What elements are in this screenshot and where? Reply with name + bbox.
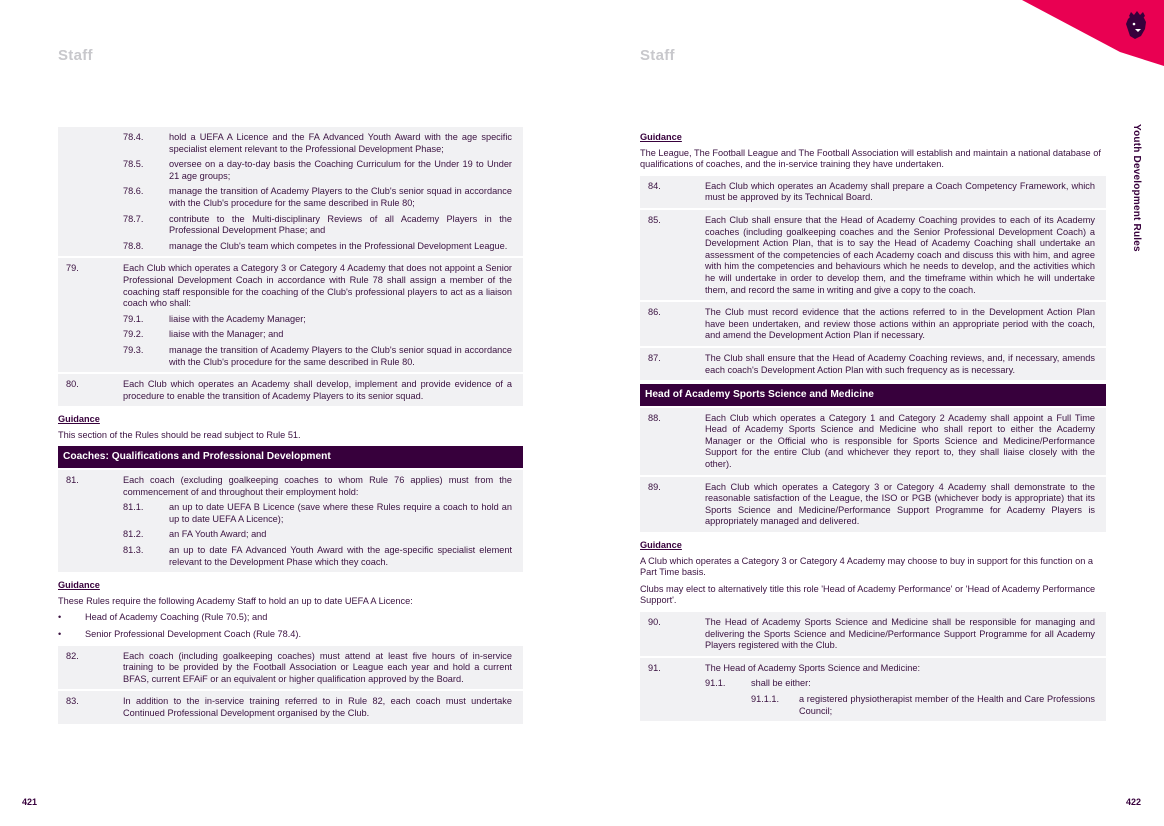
page-number-left: 421 bbox=[22, 797, 38, 807]
rule-88: 88. Each Club which operates a Category 1 and Category 2 Academy shall appoint a Full Time Head of Academy Sports Science and Medicine who shall report to either the Academy Manager or the Official who is responsible for Sports Science and Medicine/Performance Support for the entire Club (and whichever they report to, they shall liaise closely with the other). bbox=[640, 408, 1106, 477]
guidance-text: This section of the Rules should be read subject to Rule 51. bbox=[58, 429, 301, 440]
section-heading-sports-science: Head of Academy Sports Science and Medicine bbox=[640, 384, 1106, 406]
guidance-heading: Guidance bbox=[58, 580, 100, 591]
guidance-heading: Guidance bbox=[58, 414, 100, 425]
rule-78-continued bbox=[58, 127, 523, 258]
rule-79-1: 79.1. liaise with the Academy Manager; bbox=[123, 313, 306, 324]
rule-85: 85. Each Club shall ensure that the Head of Academy Coaching provides to each of its Academy coaches (including goalkeeping coaches and the Senior Professional Development Coach) a Development Action Plan, that is to say the Head of Academy Coaching shall undertake an assessment of the competencies of each Academy coach and discuss this with him, and agree with him the competencies and behaviours which he needs to develop, and the activities which he will undertake in order to develop them, and the timeframe within which he will undertake them, and record the same in writing and give a copy to the coach. bbox=[640, 210, 1106, 302]
rule-78-4: 78.4. hold a UEFA A Licence and the FA Advanced Youth Award with the age specific specialist element relevant to the Professional Development Phase; bbox=[123, 132, 512, 154]
left-column bbox=[58, 127, 523, 726]
rule-79-3: 79.3. manage the transition of Academy Players to the Club's senior squad in accordance with the Club's procedure for the same described in Rule 80. bbox=[123, 344, 512, 367]
rule-81-1: 81.1. an up to date UEFA B Licence (save where these Rules require a coach to hold an up to date UEFA A Licence); bbox=[123, 502, 512, 524]
rule-90: 90. The Head of Academy Sports Science and Medicine shall be responsible for managing and delivering the Sports Science and Medicine/Performance Support Programme for all Academy Players registered with the Club. bbox=[640, 612, 1106, 658]
rule-79: 79. Each Club which operates a Category 3 or Category 4 Academy that does not appoint a Senior Professional Development Coach in accordance with Rule 78 shall assign a member of the coaching staff responsible for the coaching of the Club's professional players to act as a liaison coach who shall: 79.1. liaise with the Academy Manager; 79.2. liaise with the Manager; and 79.3. manage the transition of Academy Players to the Club's senior squad in accordance with the Club's procedure for the same described in Rule 80. bbox=[58, 258, 523, 374]
rule-91: 91. The Head of Academy Sports Science and Medicine: 91.1. shall be either: 91.1.1. a registered physiotherapist member of the Health and Care Professions Council; bbox=[640, 658, 1106, 723]
guidance-text: The League, The Football League and The Football Association will establish and maintain a national database of qualifications of coaches, and the in-service training they have undertaken. bbox=[640, 147, 1101, 170]
page-header-right: Staff bbox=[640, 47, 675, 64]
rule-86: 86. The Club must record evidence that the actions referred to in the Development Action Plan have been undertaken, and review those actions within an appropriate period with the coach, and amend the Development Action Plan if necessary. bbox=[640, 302, 1106, 348]
right-column bbox=[640, 132, 1106, 723]
guidance-heading: Guidance bbox=[640, 132, 682, 142]
rule-83: 83. In addition to the in-service training referred to in Rule 82, each coach must undertake Continued Professional Development organised by the Club. bbox=[58, 691, 523, 725]
rule-81: 81. Each coach (excluding goalkeeping coaches to whom Rule 76 applies) must from the commencement of and throughout their employment hold: 81.1. an up to date UEFA B Licence (save where these Rules require a coach to hold an up to date UEFA A Licence); 81.2. an FA Youth Award; and 81.3. an up to date FA Advanced Youth Award with the age-specific specialist element relevant to the Development Phase which they coach. bbox=[58, 470, 523, 574]
rule-84: 84. Each Club which operates an Academy shall prepare a Coach Competency Framework, which must be approved by its Technical Board. bbox=[640, 176, 1106, 210]
rule-79-2: 79.2. liaise with the Manager; and bbox=[123, 329, 284, 340]
guidance-text: Clubs may elect to alternatively title this role 'Head of Academy Performance' or 'Head of Academy Performance Support'. bbox=[640, 583, 1096, 606]
guidance-heading: Guidance bbox=[640, 540, 682, 551]
bullet-item: • Head of Academy Coaching (Rule 70.5); and bbox=[58, 612, 268, 623]
rule-87: 87. The Club shall ensure that the Head of Academy Coaching reviews, and, if necessary, amends each coach's Development Action Plan with such frequency as is necessary. bbox=[640, 348, 1106, 382]
section-heading-coaches: Coaches: Qualifications and Professional Development bbox=[58, 446, 523, 468]
brand-corner-graphic bbox=[0, 0, 1164, 70]
rule-91-1-1: 91.1.1. a registered physiotherapist member of the Health and Care Professions Council; bbox=[751, 693, 1095, 716]
page-header-left: Staff bbox=[58, 47, 93, 64]
rule-78-7: 78.7. contribute to the Multi-disciplinary Reviews of all Academy Players in the Professional Development Phase; and bbox=[123, 213, 512, 236]
rule-78-6: 78.6. manage the transition of Academy Players to the Club's senior squad in accordance with the Club's procedure for the same described in Rule 80; bbox=[123, 186, 512, 208]
side-section-label: Youth Development Rules bbox=[1131, 124, 1142, 252]
bullet-item: • Senior Professional Development Coach (Rule 78.4). bbox=[58, 629, 302, 639]
rule-81-2: 81.2. an FA Youth Award; and bbox=[123, 529, 267, 540]
rule-78-8: 78.8. manage the Club's team which competes in the Professional Development League. bbox=[123, 240, 508, 251]
guidance-text: A Club which operates a Category 3 or Category 4 Academy may choose to buy in support for this function on a Part Time basis. bbox=[640, 555, 1093, 578]
rule-80: 80. Each Club which operates an Academy shall develop, implement and provide evidence of a procedure to enable the transition of Academy Players to its senior squad. bbox=[58, 374, 523, 408]
rule-89: 89. Each Club which operates a Category 3 or Category 4 Academy shall demonstrate to the reasonable satisfaction of the League, the ISO or PGB (whichever body is appropriate) that its Sports Science and Medicine/Performance Support Programme for Academy Players is appropriately managed and delivered. bbox=[640, 477, 1106, 534]
rule-78-5: 78.5. oversee on a day-to-day basis the Coaching Curriculum for the Under 19 to Under 21 age groups; bbox=[123, 159, 512, 181]
guidance-text: These Rules require the following Academy Staff to hold an up to date UEFA A Licence: bbox=[58, 595, 413, 606]
rule-82: 82. Each coach (including goalkeeping coaches) must attend at least five hours of in-service training to be provided by the Football Association or League each year and hold a current BFAS, current EFAiF or an equivalent or higher qualification approved by the Board. bbox=[58, 646, 523, 692]
rule-91-1: 91.1. shall be either: bbox=[705, 678, 811, 689]
page-number-right: 422 bbox=[1126, 797, 1142, 807]
rule-81-3: 81.3. an up to date FA Advanced Youth Award with the age-specific specialist element relevant to the Development Phase which they coach. bbox=[123, 545, 512, 567]
